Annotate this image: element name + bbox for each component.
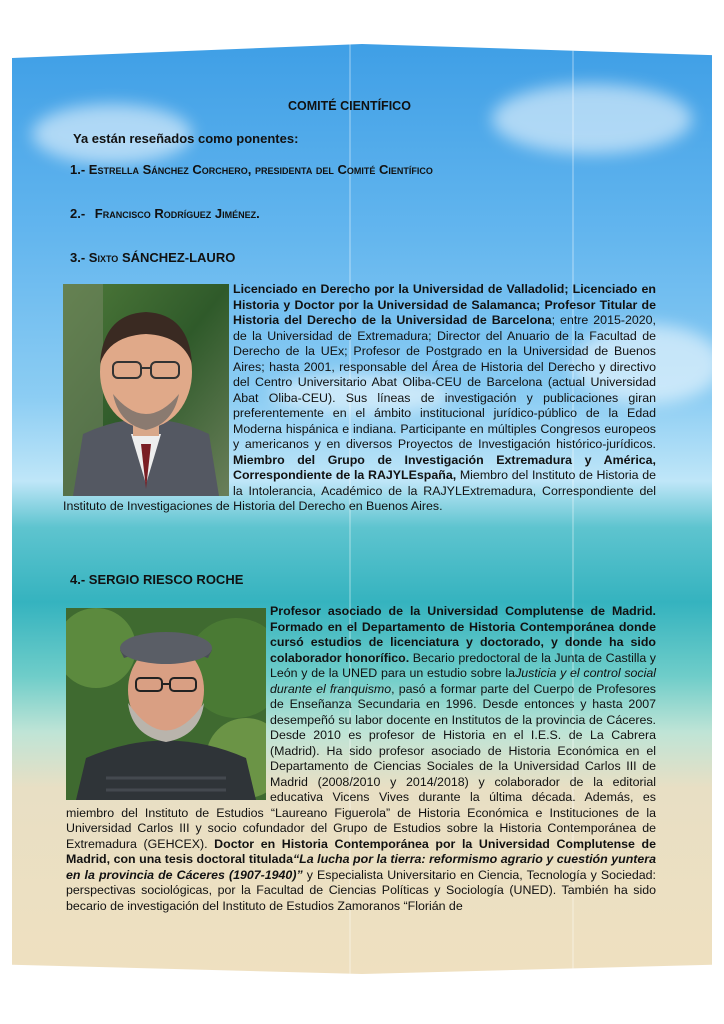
sixto-bio-bold-1: Licenciado en Derecho por la Universidad de Valladolid; Licenciado en Historia y Doctor por la Universidad de Salamanca; Profesor Titular de Historia del Derecho de la Universidad de Barcelona <box>233 282 656 327</box>
sergio-bio <box>66 604 656 914</box>
sixto-bio-bold-2: Miembro del Grupo de Investigación Extremadura y América, Correspondiente de la RAJYLEspaña, <box>233 452 656 482</box>
page-title: COMITÉ CIENTÍFICO <box>288 99 411 113</box>
sixto-photo-space <box>63 282 229 494</box>
item-name-first: Sixto <box>88 250 119 265</box>
sergio-thesis-title: “La lucha por la tierra: reformismo agrario y cuestión yuntera en la provincia de Cáceres (1907-1940)” <box>66 852 656 882</box>
item-name: Estrella Sánchez Corchero, presidenta del Comité Científico <box>88 162 433 177</box>
item-name: Francisco Rodríguez Jiménez. <box>94 206 260 221</box>
item-number: 1.- <box>70 162 86 177</box>
item-name: SERGIO RIESCO ROCHE <box>88 572 244 587</box>
item-name-last: SÁNCHEZ-LAURO <box>121 250 236 265</box>
item-4 <box>70 572 243 587</box>
sergio-bio-italic-1: Justicia y el control social durante el franquismo <box>270 666 657 696</box>
item-2 <box>70 206 260 221</box>
sergio-bio-bold-1: Profesor asociado de la Universidad Complutense de Madrid. Formado en el Departamento de Historia Contemporánea donde cursó estudios de licenciatura y doctorado, y donde ha sido colaborador honorífico. <box>270 604 656 665</box>
item-number: 4.- <box>70 572 86 587</box>
item-number: 2.- <box>70 206 86 221</box>
item-number: 3.- <box>70 250 86 265</box>
sergio-bio-text-3: y Especialista Universitario en Ciencia, Tecnología y Sociedad: perspectivas sociológicas, por la Facultad de Ciencias Políticas y Sociología (UNED). También ha sido becario de investigación del Instituto de Estudios Zamoranos “Florián de <box>66 867 656 913</box>
intro-text: Ya están reseñados como ponentes: <box>73 131 299 146</box>
sergio-bio-bold-2: Doctor en Historia Contemporánea por la Universidad Complutense de Madrid, con una tesis doctoral titulada <box>66 836 656 866</box>
sixto-bio-text-2: Miembro del Instituto de Historia de la Intolerancia, Académico de la RAJYLExtremadura, Correspondiente del Instituto de Investigaciones de Historia del Derecho en Buenos Aires. <box>63 468 656 513</box>
sergio-photo-space <box>66 604 266 798</box>
sergio-bio-text-1: Becario predoctoral de la Junta de Castilla y León y de la UNED para un estudio sobre la <box>270 650 657 680</box>
sixto-bio-text-1: ; entre 2015-2020, de la Universidad de Extremadura; Director del Anuario de la Facultad de Derecho de la UEx; Profesor de Postgrado en la Universidad de Buenos Aires; hasta 2001, responsable del Área de Historia del Derecho y directivo del Centro Universitario Abat Oliba-CEU de Barcelona (actual Universidad Abat Oliba-CEU). Sus líneas de investigación y publicaciones giran preferentemente en el ámbito institucional jurídico-público de la Edad Moderna hispánica e indiana. Participante en múltiples Congresos europeos y americanos y en diversos Proyectos de Investigación histórico-jurídicos. <box>233 313 656 451</box>
item-3 <box>70 250 235 265</box>
sixto-bio <box>63 282 656 515</box>
item-1 <box>70 162 433 177</box>
sergio-bio-text-2: , pasó a formar parte del Cuerpo de Profesores de Enseñanza Secundaria en 1996. Desde entonces y hasta 2007 desempeñó su labor docente en Institutos de la provincia de Cáceres. Desde 2010 es profesor de Historia en el I.E.S. de La Cabrera (Madrid). Ha sido profesor asociado de Historia Económica en el Departamento de Ciencias Sociales de la Universidad Carlos III de Madrid (2008/2010 y 2014/2018) y colaborador de la editorial educativa Vicens Vives durante la última década. Además, es miembro del Instituto de Estudios “Laureano Figuerola” de Historia Económica e Instituciones de la Universidad Carlos III y socio cofundador del Grupo de Estudios sobre la Historia Contemporánea de Extremadura (GEHCEX). <box>66 681 656 851</box>
